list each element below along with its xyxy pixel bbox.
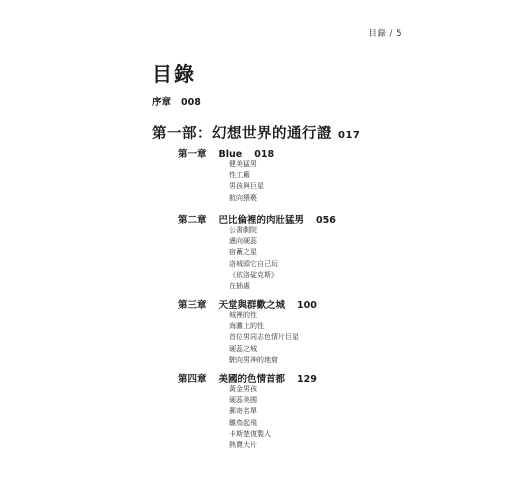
chapter-title: 巴比倫裡的肉壯猛男 — [218, 215, 305, 226]
section-item: 《依洛碇克斯》 — [229, 270, 278, 279]
chapter-page: 018 — [254, 149, 275, 160]
chapter-title: 天堂與群歡之城 — [218, 300, 286, 311]
chapter-2-sections — [229, 225, 278, 292]
toc-part-heading — [152, 122, 360, 143]
chapter-1-sections — [229, 159, 264, 204]
chapter-label: 第一章 — [178, 149, 207, 160]
section-item: 駛向男神的地窟 — [229, 355, 278, 364]
section-item: 卡斯楚復製人 — [229, 429, 271, 438]
chapter-label: 第四章 — [178, 374, 207, 385]
chapter-title: 美國的色情首都 — [218, 374, 286, 385]
section-item: 公書劇院 — [229, 226, 257, 234]
part-title: 第一部：幻想世界的通行證 — [152, 125, 332, 142]
section-item: 男孩與巨星 — [229, 182, 264, 191]
toc-chapter-2 — [178, 212, 336, 226]
section-item: 健美猛男 — [229, 160, 257, 168]
chapter-title: Blue — [218, 149, 243, 160]
chapter-page: 129 — [297, 374, 317, 385]
toc-chapter-3 — [178, 297, 317, 311]
section-item: 邁向硬蕊 — [229, 237, 257, 246]
section-item: 洛城頭它自己玩 — [229, 259, 278, 268]
section-item: 首位男同志色情片巨星 — [229, 333, 299, 342]
chapter-label: 第二章 — [178, 215, 207, 226]
toc-chapter-4 — [178, 371, 317, 385]
toc-chapter-1 — [178, 146, 274, 160]
running-head: 目錄 / 5 — [368, 29, 402, 39]
section-item: 宿蓄之星 — [229, 248, 257, 257]
section-item: 硬蕊之城 — [229, 344, 257, 353]
section-item: 城裡的性 — [229, 311, 257, 319]
section-item: 雛鳥起飛 — [229, 418, 257, 427]
part-page: 017 — [338, 130, 361, 141]
section-item: 熱賣大片 — [229, 440, 257, 449]
page-title: 目錄 — [152, 62, 196, 86]
preface-page: 008 — [181, 97, 201, 108]
chapter-page: 100 — [297, 300, 317, 311]
chapter-4-sections — [229, 384, 271, 451]
chapter-label: 第三章 — [178, 300, 207, 311]
chapter-page: 056 — [316, 215, 336, 226]
section-item: 黃金男孩 — [229, 385, 257, 393]
section-item: 郵寄名單 — [229, 407, 257, 416]
toc-entry-preface — [152, 94, 201, 108]
section-item: 硬蕊美國 — [229, 396, 257, 405]
section-item: 航向猥褻 — [229, 193, 257, 202]
chapter-3-sections — [229, 310, 299, 366]
section-item: 在插處 — [229, 281, 250, 290]
section-item: 性工廠 — [229, 171, 250, 180]
section-item: 海灘上的性 — [229, 322, 264, 331]
preface-label: 序章 — [152, 97, 172, 108]
